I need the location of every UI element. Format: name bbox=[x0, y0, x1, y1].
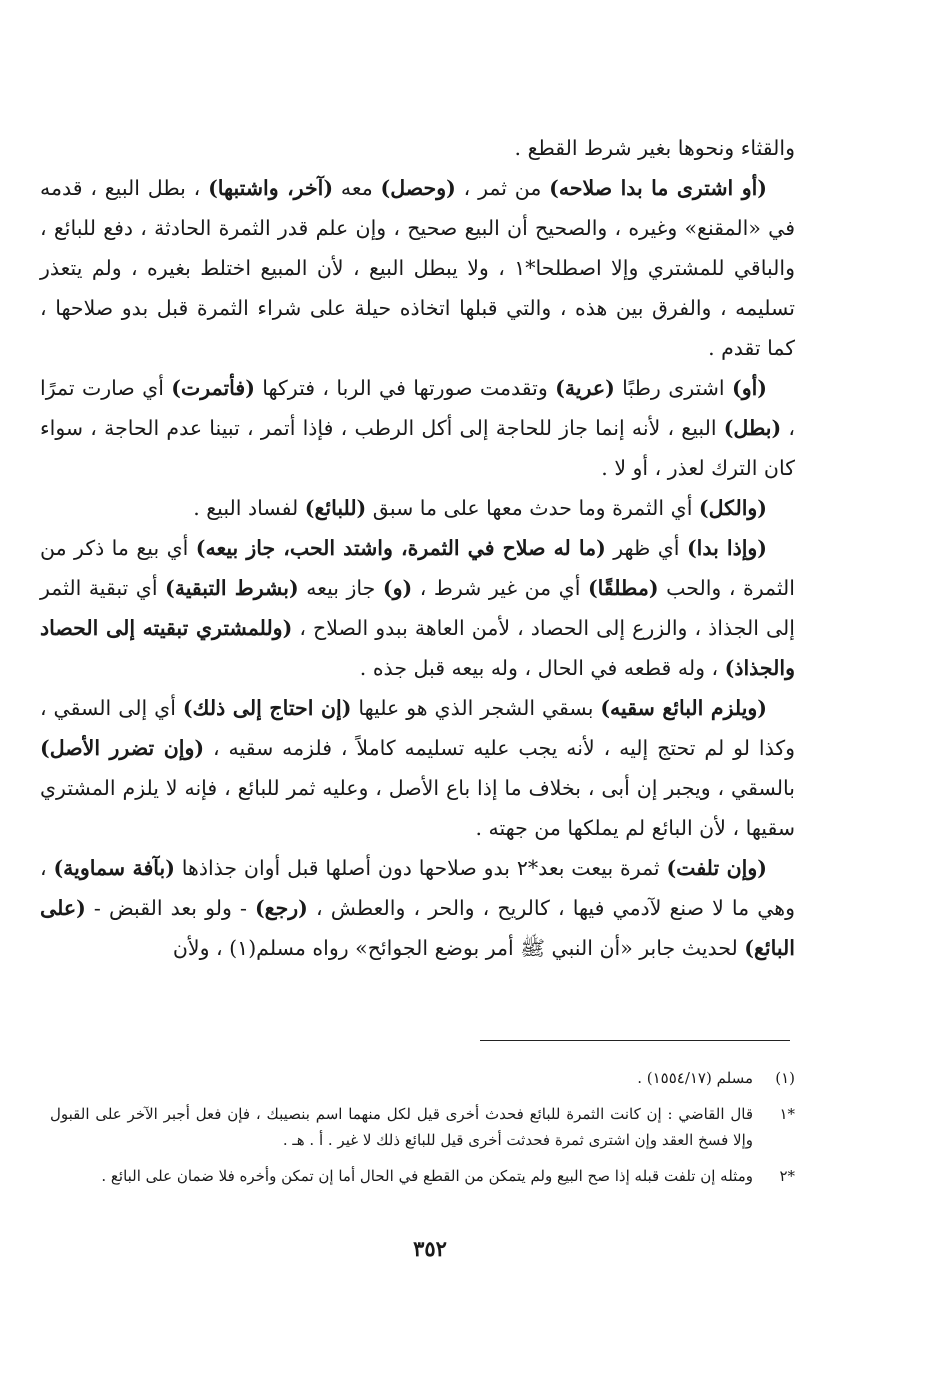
sharh-text: ، وله قطعه في الحال ، وله بيعه قبل جذه . bbox=[359, 656, 725, 680]
sharh-text: أي ظهر bbox=[605, 536, 687, 560]
sharh-text: ثمرة بيعت بعد*٢ بدو صلاحها دون أصلها قبل أوان جذاذها bbox=[174, 856, 667, 880]
footnote bbox=[50, 1163, 795, 1189]
matn-text: (رجع) bbox=[254, 896, 308, 920]
sharh-text: جاز بيعه bbox=[298, 576, 383, 600]
paragraph bbox=[40, 688, 795, 848]
footnote-number: *٢ bbox=[779, 1167, 795, 1185]
matn-text: (للبائع) bbox=[304, 496, 367, 520]
matn-text: (آخر، واشتبها) bbox=[208, 176, 334, 200]
matn-text: (فأتمرت) bbox=[171, 376, 255, 400]
footnote-number: (١) bbox=[775, 1069, 795, 1087]
sharh-text: لحديث جابر «أن النبي ﷺ أمر بوضع الجوائح» رواه مسلم(١) ، ولأن bbox=[172, 936, 745, 960]
footnote-number: *١ bbox=[779, 1105, 795, 1123]
sharh-text: أي الثمرة وما حدث معها على ما سبق bbox=[366, 496, 699, 520]
paragraph bbox=[40, 528, 795, 688]
matn-text: (بطل) bbox=[723, 416, 782, 440]
matn-text: (أو اشترى ما بدا صلاحه) bbox=[549, 176, 767, 200]
page-number: ٣٥٢ bbox=[413, 1236, 447, 1261]
footnote-text: مسلم (١٥٥٤/١٧) . bbox=[637, 1069, 753, 1087]
matn-text: (ويلزم البائع سقيه) bbox=[600, 696, 767, 720]
matn-text: (عرية) bbox=[555, 376, 615, 400]
matn-text: (بشرط التبقية) bbox=[165, 576, 299, 600]
main-text bbox=[40, 128, 795, 968]
sharh-text: والقثاء ونحوها بغير شرط القطع . bbox=[514, 136, 795, 160]
matn-text: (أو) bbox=[732, 376, 767, 400]
footnote-text: قال القاضي : إن كانت الثمرة للبائع فحدث أخرى قيل لكل منهما اسم بنصيبك ، فإن فعل أجبر الآخر على القبول وإلا فسخ العقد وإن اشترى ثمرة فحدثت أخرى قيل للبائع ذلك لا غير . أ . هـ . bbox=[50, 1105, 753, 1149]
sharh-text: أي إلى السقي ، وكذا لو لم تحتج إليه ، لأنه يجب عليه تسليمه كاملاً ، فلزمه سقيه ، bbox=[40, 696, 795, 760]
sharh-text: أي من غير شرط ، bbox=[412, 576, 588, 600]
sharh-text: بسقي الشجر الذي هو عليها bbox=[351, 696, 601, 720]
paragraph bbox=[40, 848, 795, 968]
matn-text: (وللمشتري تبقيته إلى الحصاد والجذاذ) bbox=[40, 616, 795, 680]
paragraph bbox=[40, 128, 795, 168]
matn-text: (على البائع) bbox=[40, 896, 795, 960]
matn-text: (مطلقًا) bbox=[587, 576, 659, 600]
sharh-text: ، بطل البيع ، قدمه في «المقنع» وغيره ، والصحيح أن البيع صحيح ، وإن علم قدر الثمرة الحادثة ، دفع للبائع ، والباقي للمشتري وإلا اصطلحا*١ ، ولا يبطل البيع ، لأن المبيع اختلط بغيره ، ولم يتعذر تسليمه ، والفرق بين هذه ، والتي قبلها اتخاذه حيلة على شراء الثمرة قبل بدو صلاحها ، كما تقدم . bbox=[40, 176, 795, 360]
footnote bbox=[50, 1101, 795, 1153]
footnote-text: ومثله إن تلفت قبله إذا صح البيع ولم يتمكن من القطع في الحال أما إن تمكن وأخره فلا ضمان على البائع . bbox=[101, 1167, 753, 1185]
sharh-text: أي صارت تمرًا ، bbox=[40, 376, 795, 440]
paragraph bbox=[40, 368, 795, 488]
sharh-text: وتقدمت صورتها في الربا ، فتركها bbox=[254, 376, 556, 400]
sharh-text: أي بيع ما ذكر من الثمرة ، والحب bbox=[40, 536, 795, 600]
sharh-text: بالسقي ، ويجبر إن أبى ، بخلاف ما إذا باع الأصل ، وعليه ثمر للبائع ، فإنه لا يلزم المشتري سقيها ، لأن البائع لم يملكها من جهته . bbox=[40, 776, 795, 840]
sharh-text: اشترى رطبًا bbox=[614, 376, 732, 400]
matn-text: (وإذا بدا) bbox=[686, 536, 767, 560]
footnote-separator bbox=[480, 1040, 790, 1041]
footnotes bbox=[50, 1065, 795, 1199]
matn-text: (بآفة سماوية) bbox=[53, 856, 175, 880]
matn-text: (إن احتاج إلى ذلك) bbox=[182, 696, 352, 720]
sharh-text: - ولو بعد القبض - bbox=[85, 896, 255, 920]
matn-text: (وإن تلفت) bbox=[666, 856, 767, 880]
matn-text: (ما له صلاح في الثمرة، واشتد الحب، جاز بيعه) bbox=[195, 536, 606, 560]
paragraph bbox=[40, 488, 795, 528]
sharh-text: معه bbox=[333, 176, 381, 200]
paragraph bbox=[40, 168, 795, 368]
sharh-text: البيع ، لأنه إنما جاز للحاجة إلى أكل الرطب ، فإذا أتمر ، تبينا عدم الحاجة ، سواء كان الترك لعذر ، أو لا . bbox=[40, 416, 795, 480]
matn-text: (وإن تضرر الأصل) bbox=[40, 736, 205, 760]
sharh-text: لفساد البيع . bbox=[193, 496, 305, 520]
sharh-text: من ثمر ، bbox=[455, 176, 550, 200]
footnote bbox=[50, 1065, 795, 1091]
sharh-text: ، وهي ما لا صنع لآدمي فيها ، كالريح ، والحر ، والعطش ، bbox=[40, 856, 796, 920]
sharh-text: أي تبقية الثمر إلى الجذاذ ، والزرع إلى الحصاد ، لأمن العاهة ببدو الصلاح ، bbox=[40, 576, 795, 640]
matn-text: (و) bbox=[382, 576, 413, 600]
matn-text: (والكل) bbox=[698, 496, 767, 520]
matn-text: (وحصل) bbox=[380, 176, 456, 200]
